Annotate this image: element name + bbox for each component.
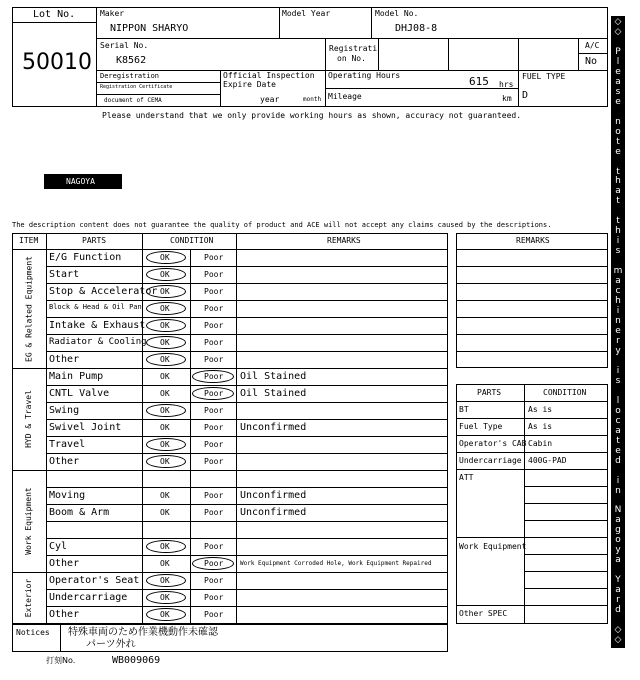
ok-circle-mark <box>146 540 186 553</box>
condition-poor: Poor <box>204 389 224 398</box>
condition-poor: Poor <box>204 321 224 330</box>
table-row <box>46 538 448 555</box>
mileage-label: Mileage <box>328 92 362 101</box>
part-name: Radiator & Cooling <box>49 337 147 347</box>
spec-part: Fuel Type <box>459 422 503 431</box>
condition-poor: Poor <box>204 372 224 381</box>
stamp-label: 打刻No. <box>46 656 76 665</box>
condition-ok: OK <box>160 389 170 398</box>
inspection-label-2: Expire Date <box>223 80 276 89</box>
hours-notice: Please understand that we only provide working hours as shown, accuracy not guaranteed. <box>102 111 522 120</box>
condition-poor: Poor <box>204 593 224 602</box>
condition-ok: OK <box>160 440 170 449</box>
remark-text: Unconfirmed <box>240 507 307 518</box>
condition-ok: OK <box>160 253 170 262</box>
part-name: Intake & Exhaust <box>49 320 146 331</box>
ok-circle-mark <box>146 285 186 298</box>
ok-circle-mark <box>146 404 186 417</box>
table-row <box>46 436 448 453</box>
notices-label: Notices <box>16 628 50 637</box>
group-label: Work Equipment <box>24 487 33 555</box>
notices-line-2: パーツ外れ <box>86 639 136 650</box>
part-name: Other <box>49 354 80 365</box>
ok-circle-mark <box>146 591 186 604</box>
spec-condition-header: CONDITION <box>543 388 587 397</box>
disclaimer: The description content does not guarantee the quality of product and ACE will not accept any claims caused by the descriptions. <box>12 221 552 229</box>
serial-label: Serial No. <box>100 41 149 50</box>
ok-circle-mark <box>146 268 186 281</box>
month-label: month <box>303 96 322 103</box>
condition-poor: Poor <box>204 253 224 262</box>
table-row <box>46 351 448 368</box>
op-hours-label: Operating Hours <box>328 71 401 80</box>
stamp-value: WB009069 <box>112 655 161 666</box>
condition-ok: OK <box>160 287 170 296</box>
poor-circle-mark <box>192 387 234 400</box>
maker-value: NIPPON SHARYO <box>110 23 189 34</box>
lot-divider <box>12 22 97 23</box>
part-name: Main Pump <box>49 371 104 382</box>
lot-label: Lot No. <box>33 9 76 20</box>
km-unit: km <box>502 94 512 103</box>
condition-ok: OK <box>160 355 170 364</box>
condition-header: CONDITION <box>170 236 214 245</box>
spec-part: BT <box>459 405 469 414</box>
part-name: Moving <box>49 490 86 501</box>
poor-circle-mark <box>192 370 234 383</box>
poor-circle-mark <box>192 557 234 570</box>
ok-circle-mark <box>146 455 186 468</box>
spec-condition: As is <box>528 422 553 431</box>
item-header: ITEM <box>19 236 39 245</box>
part-name: Undercarriage <box>49 592 128 603</box>
cema-label: document of CEMA <box>104 97 162 104</box>
ac-label: A/C <box>585 41 600 50</box>
part-name: Swing <box>49 405 80 416</box>
hrs-unit: hrs <box>499 80 514 89</box>
condition-ok: OK <box>160 321 170 330</box>
condition-poor: Poor <box>204 406 224 415</box>
notices-line-1: 特殊車両のため作業機動作未確認 <box>68 627 218 638</box>
spec-part: Operator's CAB <box>459 439 527 448</box>
dereg-label: Deregistration <box>100 72 160 80</box>
condition-ok: OK <box>160 559 170 568</box>
work-equipment-label: Work Equipment <box>459 542 527 551</box>
lot-number: 50010 <box>22 50 92 75</box>
ok-circle-mark <box>146 438 186 451</box>
group-label: HYD & Travel <box>24 390 33 448</box>
part-name: E/G Function <box>49 252 122 263</box>
spec-condition: 400G-PAD <box>528 456 567 465</box>
condition-ok: OK <box>160 542 170 551</box>
ok-circle-mark <box>146 336 186 349</box>
serial-value: K8562 <box>116 55 147 66</box>
group-label: EG & Related Equipment <box>24 255 33 362</box>
part-name: CNTL Valve <box>49 388 110 399</box>
ok-circle-mark <box>146 319 186 332</box>
table-row <box>46 453 448 470</box>
condition-ok: OK <box>160 423 170 432</box>
registration-label-1: Registrati <box>329 44 378 53</box>
year-label: year <box>260 95 280 104</box>
condition-poor: Poor <box>204 355 224 364</box>
ok-circle-mark <box>146 353 186 366</box>
condition-ok: OK <box>160 576 170 585</box>
location-badge-text: NAGOYA <box>66 177 95 186</box>
part-name: Other <box>49 456 80 467</box>
condition-ok: OK <box>160 270 170 279</box>
condition-ok: OK <box>160 338 170 347</box>
condition-ok: OK <box>160 593 170 602</box>
remark-text: Unconfirmed <box>240 490 307 501</box>
condition-ok: OK <box>160 304 170 313</box>
condition-poor: Poor <box>204 423 224 432</box>
table-row <box>46 606 448 623</box>
group-label: Exterior <box>24 578 33 618</box>
remark-text: Unconfirmed <box>240 422 307 433</box>
model-no-value: DHJ08-8 <box>395 23 438 34</box>
ac-value: No <box>585 56 598 67</box>
spec-parts-header: PARTS <box>477 388 502 397</box>
other-spec-label: Other SPEC <box>459 609 508 618</box>
ok-circle-mark <box>146 574 186 587</box>
part-name: Start <box>49 269 80 280</box>
fuel-type-value: D <box>522 90 529 101</box>
part-name: Cyl <box>49 541 68 552</box>
ok-circle-mark <box>146 251 186 264</box>
condition-poor: Poor <box>204 440 224 449</box>
condition-poor: Poor <box>204 338 224 347</box>
condition-ok: OK <box>160 491 170 500</box>
condition-poor: Poor <box>204 491 224 500</box>
condition-poor: Poor <box>204 542 224 551</box>
ok-circle-mark <box>146 302 186 315</box>
part-name: Operator's Seat <box>49 575 140 586</box>
part-name: Other <box>49 609 80 620</box>
condition-poor: Poor <box>204 287 224 296</box>
condition-poor: Poor <box>204 610 224 619</box>
spec-part: Undercarriage <box>459 456 522 465</box>
reg-cert-label: Registration Certificate <box>100 84 173 90</box>
condition-poor: Poor <box>204 576 224 585</box>
maker-label: Maker <box>100 9 125 18</box>
registration-label-2: on No. <box>337 54 366 63</box>
condition-ok: OK <box>160 610 170 619</box>
part-name: Boom & Arm <box>49 507 110 518</box>
ok-circle-mark <box>146 608 186 621</box>
model-year-label: Model Year <box>282 9 331 18</box>
remarks-header: REMARKS <box>327 236 361 245</box>
parts-header: PARTS <box>82 236 107 245</box>
table-row <box>46 402 448 419</box>
condition-ok: OK <box>160 508 170 517</box>
condition-ok: OK <box>160 406 170 415</box>
condition-poor: Poor <box>204 457 224 466</box>
table-row <box>46 266 448 283</box>
op-hours-value: 615 <box>469 75 489 88</box>
part-name: Other <box>49 558 80 569</box>
table-row <box>46 521 448 538</box>
model-no-label: Model No. <box>375 9 419 18</box>
spec-condition: As is <box>528 405 553 414</box>
fuel-type-label: FUEL TYPE <box>522 72 566 81</box>
spec-condition: Cabin <box>528 439 553 448</box>
condition-poor: Poor <box>204 559 224 568</box>
right-remarks-header: REMARKS <box>516 236 550 245</box>
condition-ok: OK <box>160 372 170 381</box>
part-name: Travel <box>49 439 86 450</box>
condition-ok: OK <box>160 457 170 466</box>
condition-poor: Poor <box>204 304 224 313</box>
remark-text: Oil Stained <box>240 371 307 382</box>
condition-poor: Poor <box>204 270 224 279</box>
remark-text: Oil Stained <box>240 388 307 399</box>
part-name: Block & Head & Oil Pan <box>49 303 142 311</box>
inspection-label-1: Official Inspection <box>223 71 315 80</box>
part-name: Stop & Accelerator <box>49 286 158 297</box>
remark-text: Work Equipment Corroded Hole, Work Equipment Repaired <box>240 560 432 567</box>
condition-poor: Poor <box>204 508 224 517</box>
part-name: Swivel Joint <box>49 422 122 433</box>
att-label: ATT <box>459 473 474 482</box>
